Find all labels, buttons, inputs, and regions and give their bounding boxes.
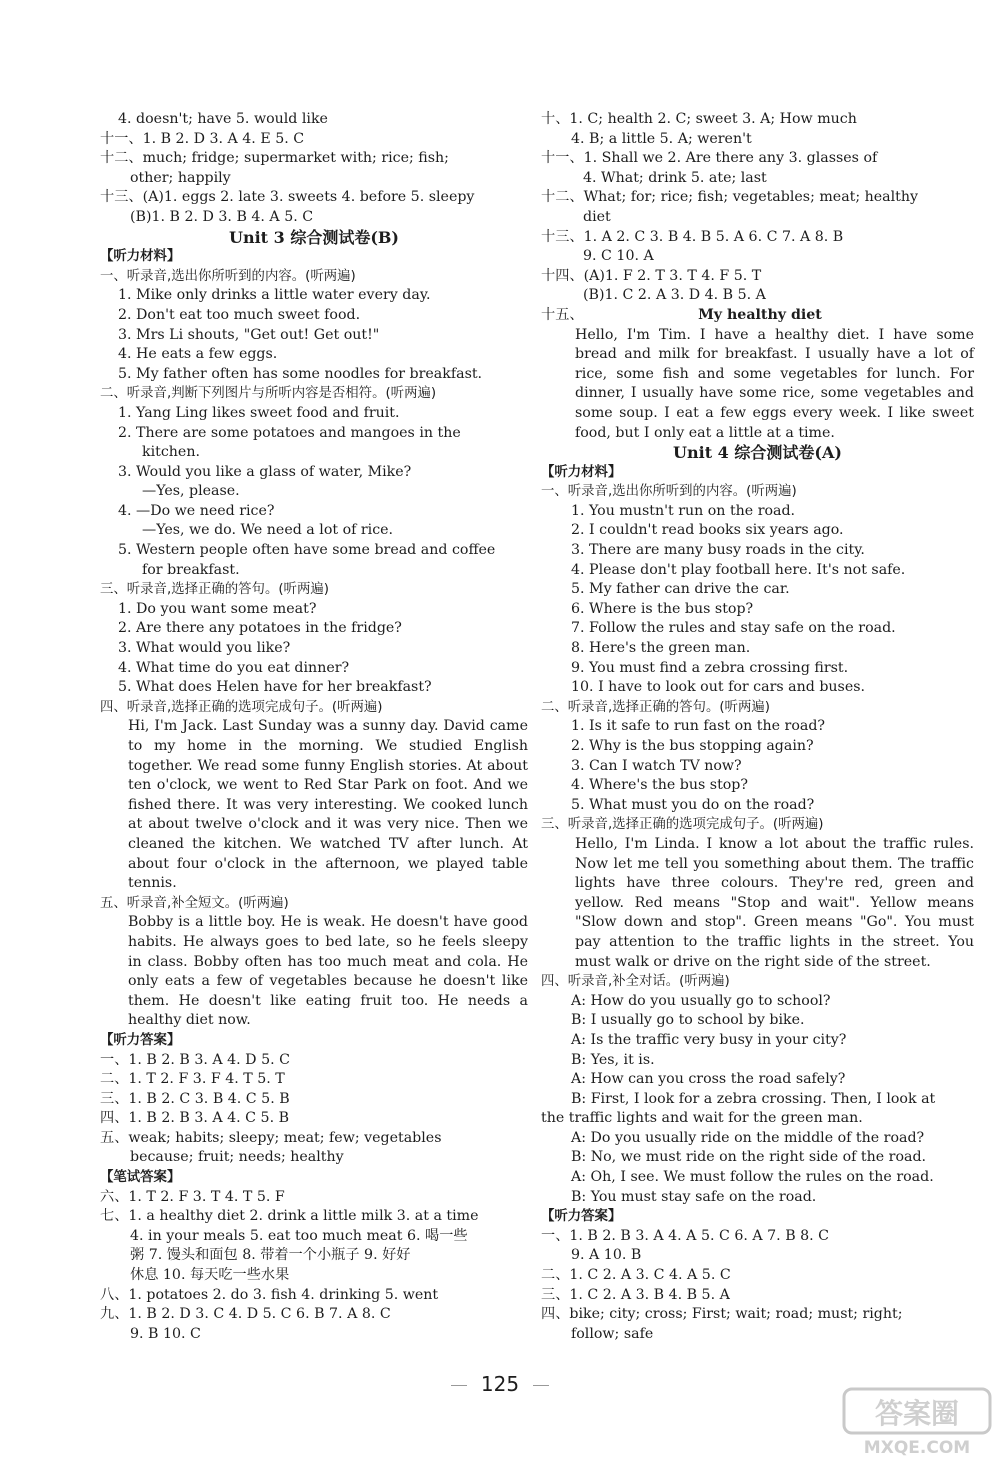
listening-passage-jack: Hi, I'm Jack. Last Sunday was a sunny day. David came to my home in the morning. We studied English together. We read some funny English stories. At about ten o'clock, we went to Red Star Park on foot. And we fished there. It was very interesting. We cooked lunch at about twelve o'clock and it was very nice. Then we cleaned the kitchen. We watched TV after lunch. At about four o'clock in the afternoon, we played table tennis.	[128, 718, 528, 892]
text-line: for breakfast.	[142, 561, 240, 578]
text-line: 9. You must find a zebra crossing first.	[571, 659, 849, 676]
text-line: 1. Yang Ling likes sweet food and fruit.	[118, 404, 400, 421]
text-line: 十三、1. A 2. C 3. B 4. B 5. A 6. C 7. A 8. B	[541, 228, 844, 245]
text-line: kitchen.	[142, 444, 200, 461]
text-line: 十二、much; fridge; supermarket with; rice; fish;	[100, 150, 449, 167]
text-line: 5. My father can drive the car.	[571, 581, 790, 598]
text-line: 四、听录音,补全对话。(听两遍)	[541, 974, 730, 990]
text-line: B: First, I look for a zebra crossing. Then, I look at	[571, 1090, 936, 1107]
text-line: 4. What time do you eat dinner?	[118, 659, 350, 676]
text-line: 2. There are some potatoes and mangoes in the	[118, 424, 461, 441]
text-line: 十一、1. Shall we 2. Are there any 3. glasses of	[541, 150, 878, 167]
text-line: 3. Would you like a glass of water, Mike?	[118, 463, 412, 480]
text-line: 5. What must you do on the road?	[571, 796, 815, 813]
text-line: 一、1. B 2. B 3. A 4. D 5. C	[100, 1051, 290, 1068]
text-line: 三、听录音,选择正确的答句。(听两遍)	[100, 582, 329, 598]
text-line: 4. Please don't play football here. It's not safe.	[571, 561, 906, 578]
right-answer-lines-2	[541, 443, 974, 835]
right-column	[541, 110, 974, 1344]
text-line: 二、1. T 2. F 3. F 4. T 5. T	[100, 1071, 285, 1088]
text-line: —Yes, we do. We need a lot of rice.	[142, 522, 394, 539]
text-line: 三、1. B 2. C 3. B 4. C 5. B	[100, 1090, 290, 1107]
text-line: 【听力答案】	[541, 1209, 622, 1225]
text-line: 3. Mrs Li shouts, "Get out! Get out!"	[118, 326, 380, 343]
section-heading: 五、听录音,补全短文。(听两遍)	[100, 895, 289, 911]
text-line: 5. Western people often have some bread and coffee	[118, 542, 496, 559]
text-line: 4. What; drink 5. ate; last	[583, 169, 767, 186]
text-line: A: Is the traffic very busy in your city?	[571, 1031, 847, 1048]
text-line: —Yes, please.	[142, 483, 240, 500]
text-line: 3. Can I watch TV now?	[571, 757, 742, 774]
text-line: the traffic lights and wait for the green man.	[541, 1110, 863, 1127]
text-line: 2. Are there any potatoes in the fridge?	[118, 620, 402, 637]
text-line: Unit 4 综合测试卷(A)	[673, 443, 842, 463]
text-line: 9. B 10. C	[130, 1325, 201, 1342]
text-line: 七、1. a healthy diet 2. drink a little milk 3. at a time	[100, 1208, 479, 1225]
text-line: 十二、What; for; rice; fish; vegetables; meat; healthy	[541, 189, 919, 206]
text-line: 十三、(A)1. eggs 2. late 3. sweets 4. before 5. sleepy	[100, 189, 475, 206]
text-line: 【听力材料】	[100, 249, 181, 265]
text-line: 三、1. C 2. A 3. B 4. B 5. A	[541, 1286, 730, 1303]
text-line: A: How do you usually go to school?	[571, 992, 831, 1009]
text-line: 2. I couldn't read books six years ago.	[571, 522, 844, 539]
svg-text:答案圈: 答案圈	[874, 1397, 960, 1430]
text-line: 5. My father often has some noodles for breakfast.	[118, 365, 483, 382]
text-line: 10. I have to look out for cars and buses.	[571, 679, 866, 696]
text-line: 二、听录音,判断下列图片与所听内容是否相符。(听两遍)	[100, 386, 437, 402]
text-line: 4. doesn't; have 5. would like	[118, 111, 328, 127]
text-line: 三、听录音,选择正确的选项完成句子。(听两遍)	[541, 817, 824, 833]
text-line: 四、听录音,选择正确的选项完成句子。(听两遍)	[100, 699, 383, 715]
text-line: 四、bike; city; cross; First; wait; road; must; right;	[541, 1306, 903, 1323]
text-line: A: Do you usually ride on the middle of the road?	[571, 1129, 925, 1146]
text-line: 7. Follow the rules and stay safe on the road.	[571, 620, 896, 637]
text-line: other; happily	[130, 169, 231, 186]
text-line: 二、1. C 2. A 3. C 4. A 5. C	[541, 1267, 731, 1284]
essay-heading-row	[541, 306, 974, 326]
page-number: 125	[0, 1372, 1000, 1396]
text-line: B: I usually go to school by bike.	[571, 1012, 805, 1029]
text-line: 1. You mustn't run on the road.	[571, 502, 796, 519]
text-line: 2. Why is the bus stopping again?	[571, 738, 814, 754]
text-line: 十、1. C; health 2. C; sweet 3. A; How much	[541, 111, 857, 127]
essay-body: Hello, I'm Tim. I have a healthy diet. I have some bread and milk for breakfast. I usually have a lot of rice, some fish and some vegetables for lunch. For dinner, I usually have some rice, some vegetables and some soup. I eat a few eggs every week. I like sweet food, but I only eat a little at a time.	[575, 326, 974, 441]
essay-label: 十五、	[541, 306, 584, 323]
text-line: 8. Here's the green man.	[571, 640, 751, 657]
right-answer-lines-3	[541, 972, 974, 1344]
text-line: 4. Where's the bus stop?	[571, 777, 748, 794]
text-line: 【听力材料】	[541, 464, 622, 480]
text-line: A: Oh, I see. We must follow the rules on the road.	[571, 1169, 934, 1186]
text-line: A: How can you cross the road safely?	[571, 1071, 846, 1088]
text-line: (B)1. B 2. D 3. B 4. A 5. C	[130, 208, 314, 225]
text-line: 1. Mike only drinks a little water every day.	[118, 287, 431, 304]
text-line: Unit 3 综合测试卷(B)	[229, 227, 399, 247]
text-line: 一、1. B 2. B 3. A 4. A 5. C 6. A 7. B 8. C	[541, 1227, 830, 1244]
text-line: 9. C 10. A	[583, 248, 654, 265]
text-line: 一、听录音,选出你所听到的内容。(听两遍)	[541, 484, 797, 500]
listening-passage-bobby: Bobby is a little boy. He is weak. He doesn't have good habits. He always goes to bed late, so he feels sleepy in class. Bobby often has too much meat and cola. He only eats a few of vegetables because he doesn't like them. He doesn't like eating fruit too. He needs a healthy diet now.	[128, 914, 528, 1029]
listening-passage-linda: Hello, I'm Linda. I know a lot about the traffic rules. Now let me tell you something about them. The traffic lights have three colours. They're red, green and yellow. Red means "Stop and wait". Yellow means "Slow down and stop". Green means "Go". You must pay attention to the traffic lights in the street. You must walk or drive on the right side of the street.	[575, 835, 974, 970]
left-column	[100, 110, 528, 1344]
text-line: 3. What would you like?	[118, 640, 291, 657]
text-line: 八、1. potatoes 2. do 3. fish 4. drinking 5. went	[100, 1286, 439, 1303]
text-line: 【笔试答案】	[100, 1170, 181, 1186]
text-line: 休息 10. 每天吃一些水果	[130, 1267, 290, 1284]
text-line: 1. Is it safe to run fast on the road?	[571, 718, 826, 735]
essay-title: My healthy diet	[698, 306, 822, 323]
text-line: B: No, we must ride on the right side of the road.	[571, 1149, 927, 1166]
text-line: 一、听录音,选出你所听到的内容。(听两遍)	[100, 268, 356, 284]
text-line: 【听力答案】	[100, 1032, 181, 1048]
text-line: follow; safe	[571, 1325, 654, 1342]
text-line: 二、听录音,选择正确的答句。(听两遍)	[541, 699, 770, 715]
text-line: 四、1. B 2. B 3. A 4. C 5. B	[100, 1110, 290, 1127]
text-line: 4. He eats a few eggs.	[118, 346, 278, 363]
text-line: 3. There are many busy roads in the city.	[571, 542, 865, 559]
text-line: 五、weak; habits; sleepy; meat; few; vegetables	[100, 1129, 442, 1146]
svg-text:MXQE.COM: MXQE.COM	[863, 1438, 971, 1458]
text-line: 4. B; a little 5. A; weren't	[571, 130, 752, 147]
text-line: (B)1. C 2. A 3. D 4. B 5. A	[583, 287, 766, 304]
watermark-logo	[842, 1387, 992, 1459]
text-line: 4. —Do we need rice?	[118, 502, 275, 519]
text-line: 4. in your meals 5. eat too much meat 6. 喝一些	[130, 1227, 468, 1244]
text-line: 粥 7. 馒头和面包 8. 带着一个小瓶子 9. 好好	[130, 1247, 411, 1264]
text-line: 九、1. B 2. D 3. C 4. D 5. C 6. B 7. A 8. C	[100, 1306, 391, 1323]
text-line: 六、1. T 2. F 3. T 4. T 5. F	[100, 1188, 285, 1205]
text-line: 2. Don't eat too much sweet food.	[118, 306, 361, 323]
text-line: 9. A 10. B	[571, 1247, 642, 1264]
text-line: diet	[583, 208, 611, 225]
text-line: 1. Do you want some meat?	[118, 600, 317, 617]
text-line: 十四、(A)1. F 2. T 3. T 4. F 5. T	[541, 267, 762, 284]
text-line: because; fruit; needs; healthy	[130, 1149, 344, 1166]
text-line: 6. Where is the bus stop?	[571, 600, 754, 617]
right-answer-lines	[541, 110, 974, 306]
left-answer-lines-2	[100, 1031, 528, 1345]
text-line: 5. What does Helen have for her breakfast?	[118, 679, 432, 696]
text-line: B: You must stay safe on the road.	[571, 1188, 817, 1205]
text-line: 十一、1. B 2. D 3. A 4. E 5. C	[100, 130, 305, 147]
text-line: B: Yes, it is.	[571, 1051, 655, 1068]
left-answer-lines	[100, 110, 528, 717]
